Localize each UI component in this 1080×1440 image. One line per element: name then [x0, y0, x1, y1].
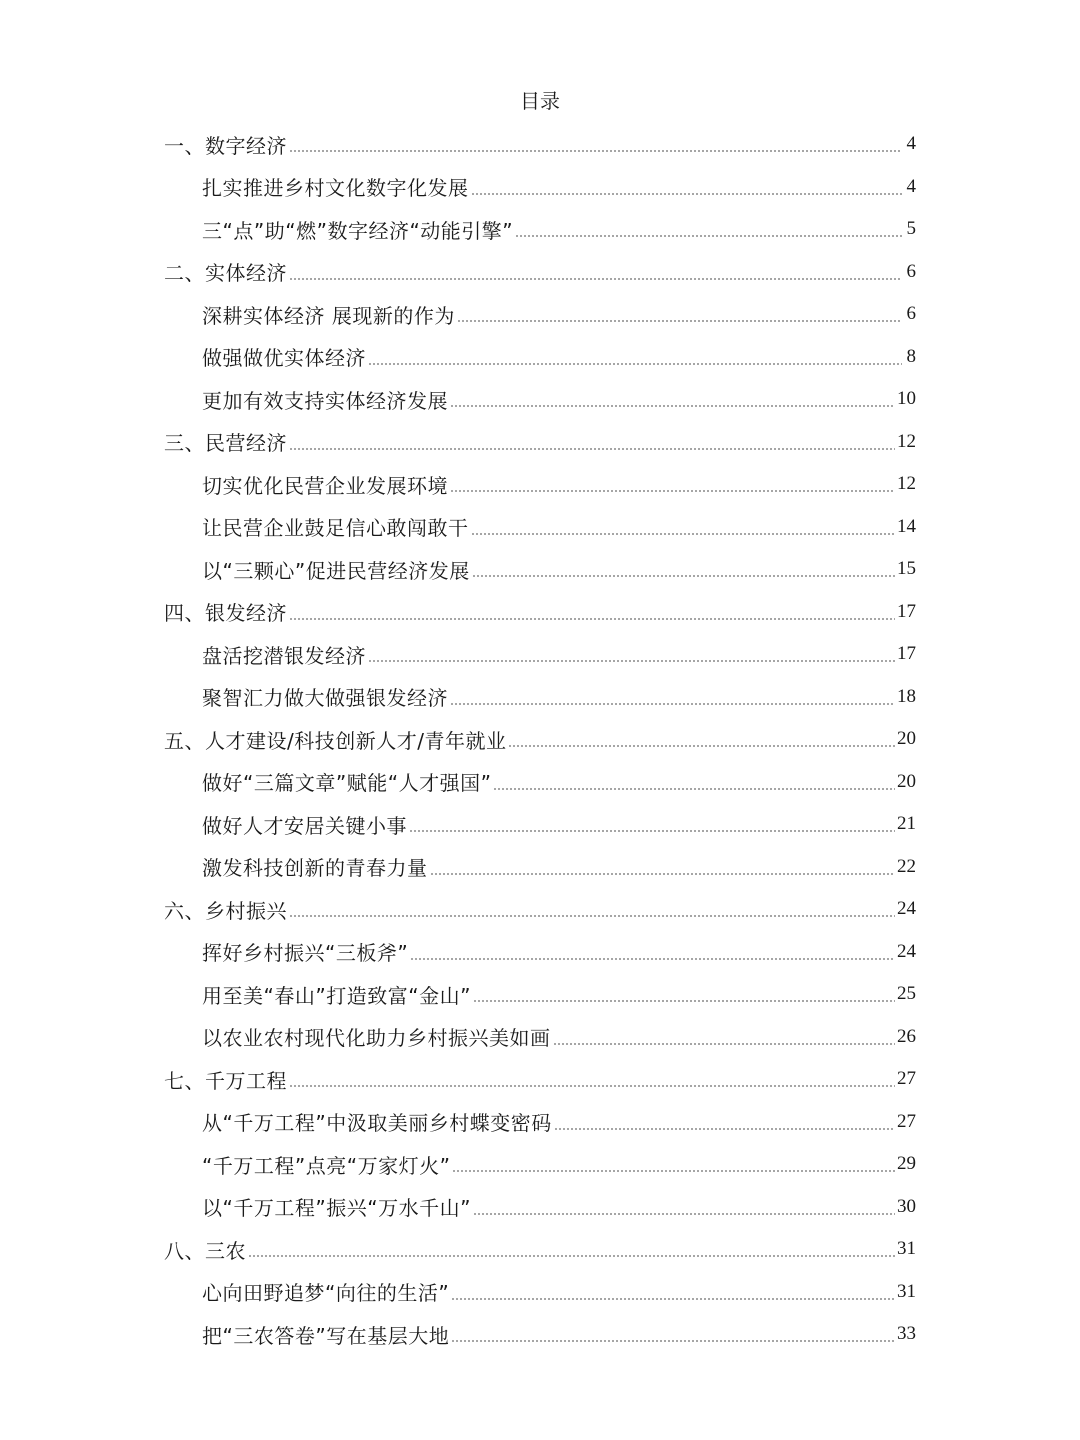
toc-entry-label: 聚智汇力做大做强银发经济 — [202, 686, 448, 711]
toc-entry-label: 心向田野追梦“向往的生活” — [202, 1281, 450, 1306]
dot-leader — [410, 958, 895, 960]
toc-subsection-entry[interactable] — [164, 208, 916, 251]
dot-leader — [553, 1043, 896, 1045]
dot-leader — [430, 873, 896, 875]
toc-entry-label: 做强做优实体经济 — [202, 346, 366, 371]
dot-leader — [289, 448, 895, 450]
toc-entry-page-number: 24 — [897, 940, 916, 962]
toc-subsection-entry[interactable] — [164, 1186, 916, 1229]
toc-subsection-entry[interactable] — [164, 336, 916, 379]
toc-entry-page-number: 5 — [906, 218, 916, 240]
toc-subsection-entry[interactable] — [164, 548, 916, 591]
toc-entry-label: 挥好乡村振兴“三板斧” — [202, 941, 409, 966]
toc-subsection-entry[interactable] — [164, 1143, 916, 1186]
toc-entry-label: 激发科技创新的青春力量 — [202, 856, 428, 881]
toc-entry-page-number: 27 — [897, 1110, 916, 1132]
table-of-contents — [164, 123, 916, 1356]
dot-leader — [450, 490, 895, 492]
toc-subsection-entry[interactable] — [164, 761, 916, 804]
toc-entry-label: 扎实推进乡村文化数字化发展 — [202, 176, 469, 201]
toc-entry-label: 用至美“春山”打造致富“金山” — [202, 983, 471, 1008]
toc-subsection-entry[interactable] — [164, 293, 916, 336]
toc-section-entry[interactable] — [164, 1228, 916, 1271]
toc-entry-page-number: 12 — [897, 473, 916, 495]
toc-entry-page-number: 8 — [906, 345, 916, 367]
toc-entry-page-number: 12 — [897, 430, 916, 452]
dot-leader — [289, 278, 902, 280]
toc-section-entry[interactable] — [164, 591, 916, 634]
toc-subsection-entry[interactable] — [164, 1101, 916, 1144]
toc-entry-label: 四、银发经济 — [164, 601, 287, 626]
toc-entry-page-number: 25 — [897, 983, 916, 1005]
dot-leader — [451, 1298, 895, 1300]
toc-entry-page-number: 27 — [897, 1068, 916, 1090]
toc-entry-label: 切实优化民营企业发展环境 — [202, 473, 448, 498]
dot-leader — [289, 618, 895, 620]
toc-entry-label: 以“三颗心”促进民营经济发展 — [202, 558, 470, 583]
toc-entry-label: 让民营企业鼓足信心敢闯敢干 — [202, 516, 469, 541]
toc-entry-page-number: 6 — [906, 260, 916, 282]
toc-entry-label: 以“千万工程”振兴“万水千山” — [202, 1196, 471, 1221]
dot-leader — [289, 150, 902, 152]
toc-entry-page-number: 10 — [897, 388, 916, 410]
dot-leader — [473, 1213, 895, 1215]
toc-entry-label: 从“千万工程”中汲取美丽乡村蝶变密码 — [202, 1111, 552, 1136]
toc-entry-page-number: 15 — [897, 558, 916, 580]
toc-section-entry[interactable] — [164, 888, 916, 931]
toc-subsection-entry[interactable] — [164, 846, 916, 889]
toc-entry-page-number: 21 — [897, 813, 916, 835]
toc-entry-page-number: 22 — [897, 855, 916, 877]
toc-entry-label: 二、实体经济 — [164, 261, 287, 286]
toc-section-entry[interactable] — [164, 421, 916, 464]
toc-entry-label: 七、千万工程 — [164, 1068, 287, 1093]
toc-entry-label: 更加有效支持实体经济发展 — [202, 388, 448, 413]
dot-leader — [471, 193, 903, 195]
dot-leader — [452, 1170, 895, 1172]
dot-leader — [473, 1000, 895, 1002]
toc-subsection-entry[interactable] — [164, 973, 916, 1016]
dot-leader — [248, 1255, 895, 1257]
toc-subsection-entry[interactable] — [164, 803, 916, 846]
toc-section-entry[interactable] — [164, 1058, 916, 1101]
dot-leader — [472, 575, 895, 577]
toc-entry-label: 做好“三篇文章”赋能“人才强国” — [202, 771, 492, 796]
toc-entry-page-number: 31 — [897, 1280, 916, 1302]
dot-leader — [450, 405, 895, 407]
toc-entry-label: 一、数字经济 — [164, 133, 287, 158]
toc-entry-label: 三“点”助“燃”数字经济“动能引擎” — [202, 218, 514, 243]
toc-entry-page-number: 6 — [906, 303, 916, 325]
dot-leader — [457, 320, 902, 322]
toc-entry-page-number: 31 — [897, 1238, 916, 1260]
toc-subsection-entry[interactable] — [164, 1016, 916, 1059]
dot-leader — [368, 660, 895, 662]
toc-entry-page-number: 33 — [897, 1323, 916, 1345]
toc-entry-page-number: 14 — [897, 515, 916, 537]
toc-entry-label: 深耕实体经济 展现新的作为 — [202, 303, 455, 328]
toc-entry-page-number: 17 — [897, 600, 916, 622]
toc-entry-page-number: 26 — [897, 1025, 916, 1047]
toc-entry-label: “千万工程”点亮“万家灯火” — [202, 1153, 451, 1178]
toc-subsection-entry[interactable] — [164, 463, 916, 506]
dot-leader — [508, 745, 895, 747]
toc-title: 目录 — [520, 89, 560, 113]
dot-leader — [554, 1128, 895, 1130]
toc-subsection-entry[interactable] — [164, 931, 916, 974]
dot-leader — [493, 788, 895, 790]
toc-entry-page-number: 24 — [897, 898, 916, 920]
toc-entry-label: 做好人才安居关键小事 — [202, 813, 407, 838]
toc-section-entry[interactable] — [164, 251, 916, 294]
toc-entry-label: 以农业农村现代化助力乡村振兴美如画 — [202, 1026, 551, 1051]
toc-subsection-entry[interactable] — [164, 1313, 916, 1356]
toc-subsection-entry[interactable] — [164, 633, 916, 676]
toc-subsection-entry[interactable] — [164, 676, 916, 719]
dot-leader — [450, 703, 895, 705]
toc-entry-page-number: 17 — [897, 643, 916, 665]
toc-entry-label: 八、三农 — [164, 1238, 246, 1263]
toc-entry-page-number: 18 — [897, 685, 916, 707]
toc-entry-page-number: 29 — [897, 1153, 916, 1175]
toc-entry-label: 把“三农答卷”写在基层大地 — [202, 1323, 450, 1348]
dot-leader — [515, 235, 902, 237]
toc-entry-label: 盘活挖潜银发经济 — [202, 643, 366, 668]
dot-leader — [409, 830, 895, 832]
dot-leader — [289, 1085, 895, 1087]
toc-section-entry[interactable] — [164, 718, 916, 761]
dot-leader — [289, 915, 895, 917]
toc-entry-label: 五、人才建设/科技创新人才/青年就业 — [164, 728, 507, 753]
toc-subsection-entry[interactable] — [164, 378, 916, 421]
toc-entry-label: 三、民营经济 — [164, 431, 287, 456]
toc-subsection-entry[interactable] — [164, 506, 916, 549]
toc-section-entry[interactable] — [164, 123, 916, 166]
toc-subsection-entry[interactable] — [164, 166, 916, 209]
dot-leader — [471, 533, 896, 535]
toc-entry-page-number: 4 — [906, 133, 916, 155]
toc-entry-page-number: 30 — [897, 1195, 916, 1217]
toc-subsection-entry[interactable] — [164, 1271, 916, 1314]
toc-entry-page-number: 20 — [897, 770, 916, 792]
dot-leader — [451, 1340, 895, 1342]
toc-entry-page-number: 20 — [897, 728, 916, 750]
toc-entry-page-number: 4 — [906, 175, 916, 197]
dot-leader — [368, 363, 902, 365]
toc-entry-label: 六、乡村振兴 — [164, 898, 287, 923]
